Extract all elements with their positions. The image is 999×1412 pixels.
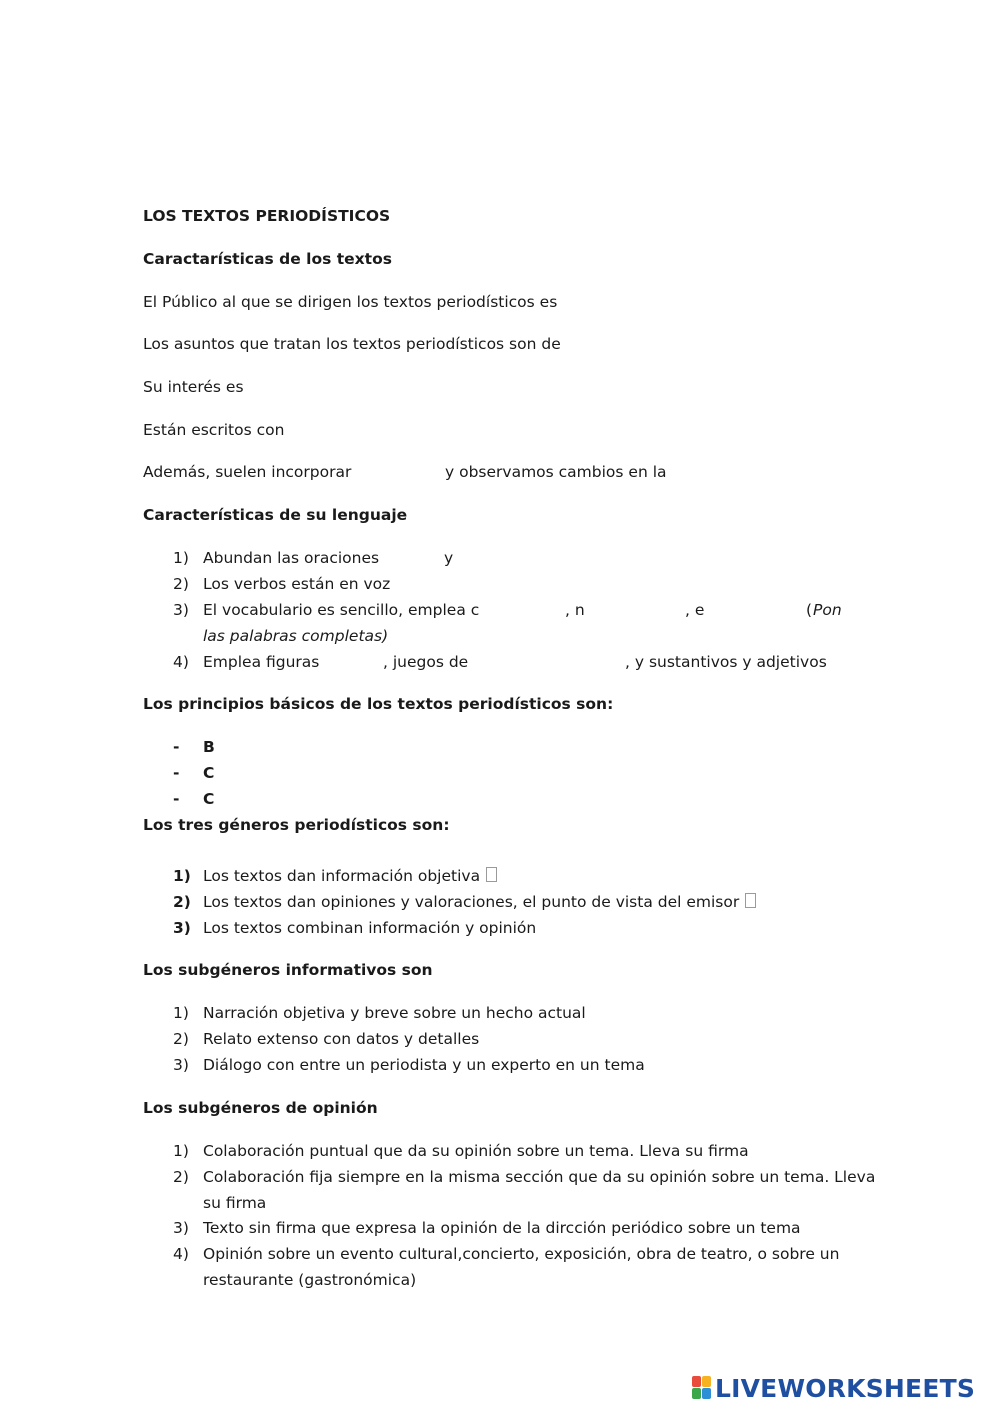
list-item-vocabulary: El vocabulario es sencillo, emplea c [203, 601, 480, 619]
section-heading-principles: Los principios básicos de los textos periodísticos son: [143, 695, 614, 713]
subgenre-editorial: Texto sin firma que expresa la opinión de la dircción periódico sobre un tema [203, 1219, 801, 1237]
subgenre-column: Colaboración fija siempre en la misma sección que da su opinión sobre un tema. Lleva [203, 1168, 876, 1186]
genre-informative: Los textos dan información objetiva [203, 866, 497, 886]
list-number: 2) [173, 1030, 189, 1048]
answer-box[interactable] [745, 893, 756, 908]
list-number: 3) [173, 1056, 189, 1074]
answer-box[interactable] [486, 867, 497, 882]
section-heading-genres: Los tres géneros periodísticos son: [143, 816, 450, 834]
bullet-dash: - [173, 738, 180, 756]
principle-c2: C [203, 790, 215, 808]
list-item-verbs: Los verbos están en voz [203, 575, 391, 593]
section-heading-informative-subgenres: Los subgéneros informativos son [143, 961, 433, 979]
line-incorporate: Además, suelen incorporar [143, 463, 352, 481]
document-title: LOS TEXTOS PERIODÍSTICOS [143, 207, 391, 225]
genre-opinion: Los textos dan opiniones y valoraciones, el punto de vista del emisor [203, 892, 756, 912]
subgenre-report: Relato extenso con datos y detalles [203, 1030, 480, 1048]
list-item-figures: Emplea figuras [203, 653, 320, 671]
list-number: 1) [173, 867, 191, 885]
genre-mixed: Los textos combinan información y opinión [203, 919, 537, 937]
principle-c1: C [203, 764, 215, 782]
bullet-dash: - [173, 764, 180, 782]
list-item-nouns: , y sustantivos y adjetivos [625, 653, 827, 671]
list-item-instruction: Pon [813, 601, 842, 619]
liveworksheets-logo [692, 1373, 975, 1403]
line-topics: Los asuntos que tratan los textos periodísticos son de [143, 335, 561, 353]
subgenre-review-cont: restaurante (gastronómica) [203, 1271, 417, 1289]
liveworksheets-mark-icon [692, 1376, 712, 1400]
list-number: 4) [173, 1245, 189, 1263]
subgenre-interview: Diálogo con entre un periodista y un experto en un tema [203, 1056, 645, 1074]
subgenre-review: Opinión sobre un evento cultural,concierto, exposición, obra de teatro, o sobre un [203, 1245, 840, 1263]
list-item-sentences-and: y [444, 549, 454, 567]
list-item-wordplay: , juegos de [383, 653, 469, 671]
list-number: 2) [173, 575, 189, 593]
section-heading-opinion-subgenres: Los subgéneros de opinión [143, 1099, 378, 1117]
subgenre-column-cont: su firma [203, 1194, 267, 1212]
section-heading-characteristics: Caractarísticas de los textos [143, 250, 392, 268]
list-number: 2) [173, 893, 191, 911]
list-number: 1) [173, 1142, 189, 1160]
line-changes: y observamos cambios en la [445, 463, 667, 481]
liveworksheets-logo-text: LIVEWORKSHEETS [715, 1373, 976, 1403]
line-audience: El Público al que se dirigen los textos periodísticos es [143, 293, 558, 311]
list-item-sentences: Abundan las oraciones [203, 549, 380, 567]
list-number: 3) [173, 1219, 189, 1237]
list-number: 3) [173, 601, 189, 619]
list-number: 4) [173, 653, 189, 671]
bullet-dash: - [173, 790, 180, 808]
section-heading-language: Características de su lenguaje [143, 506, 408, 524]
list-item-instruction-cont: las palabras completas) [203, 627, 389, 645]
principle-b: B [203, 738, 215, 756]
line-written-with: Están escritos con [143, 421, 285, 439]
list-item-paren: ( [806, 601, 813, 619]
list-number: 2) [173, 1168, 189, 1186]
list-item-vocabulary-n: , n [565, 601, 585, 619]
list-number: 1) [173, 549, 189, 567]
line-interest: Su interés es [143, 378, 244, 396]
list-number: 1) [173, 1004, 189, 1022]
list-item-vocabulary-e: , e [685, 601, 705, 619]
subgenre-article: Colaboración puntual que da su opinión sobre un tema. Lleva su firma [203, 1142, 749, 1160]
list-number: 3) [173, 919, 191, 937]
subgenre-news: Narración objetiva y breve sobre un hecho actual [203, 1004, 586, 1022]
